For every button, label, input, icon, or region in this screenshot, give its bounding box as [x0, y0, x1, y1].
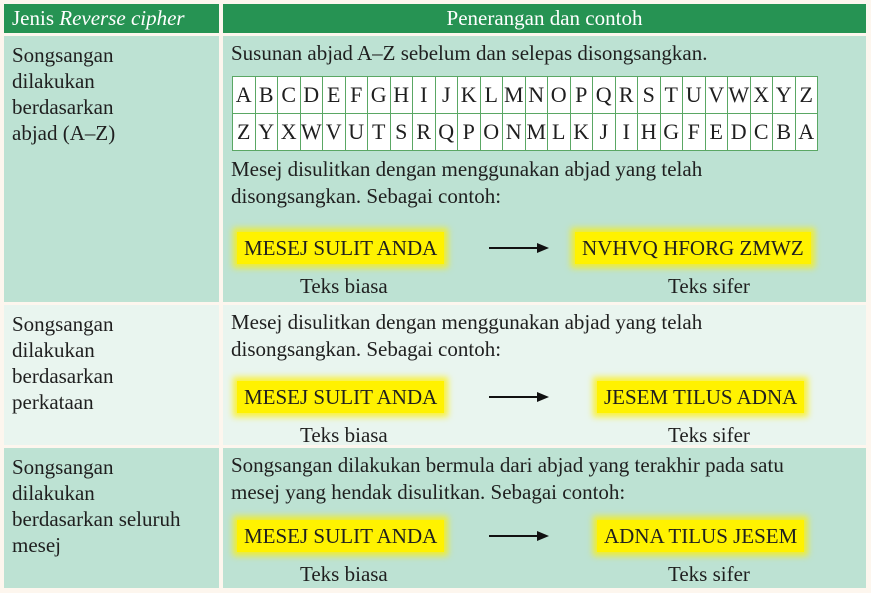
letter-cell: O [480, 114, 503, 151]
letter-cell: W [728, 77, 751, 114]
type-line: berdasarkan [12, 95, 114, 119]
alphabet-grid [232, 76, 818, 151]
letter-cell: C [750, 114, 773, 151]
letter-cell: U [345, 114, 368, 151]
cipher-text-highlight: JESEM TILUS ADNA [597, 381, 804, 413]
letter-cell: M [525, 114, 548, 151]
description-line: Mesej disulitkan dengan menggunakan abjad yang telah [231, 310, 703, 334]
header-explanation: Penerangan dan contoh [223, 4, 866, 33]
explanation-cell [223, 305, 866, 445]
letter-cell: P [570, 77, 593, 114]
cipher-text-highlight: NVHVQ HFORG ZMWZ [575, 232, 811, 264]
letter-cell: G [368, 77, 391, 114]
reverse-cipher-table [4, 4, 866, 591]
example [223, 381, 866, 451]
description-line: Mesej disulitkan dengan menggunakan abjad yang telah [231, 157, 703, 181]
letter-cell: X [750, 77, 773, 114]
letter-cell: B [255, 77, 278, 114]
plain-text-highlight: MESEJ SULIT ANDA [237, 520, 444, 552]
letter-cell: H [390, 77, 413, 114]
table-row [4, 448, 866, 588]
table-row [4, 305, 866, 445]
type-line: mesej [12, 533, 61, 557]
plain-text-label: Teks biasa [300, 423, 388, 447]
letter-cell: H [638, 114, 661, 151]
type-line: Songsangan [12, 455, 114, 479]
type-line: abjad (A–Z) [12, 121, 116, 145]
cipher-type-cell [4, 305, 219, 445]
letter-cell: E [705, 114, 728, 151]
header-type-italic: Reverse cipher [59, 6, 185, 30]
type-line: berdasarkan [12, 364, 114, 388]
type-line: Songsangan [12, 43, 114, 67]
header-type [4, 4, 219, 33]
alphabet-intro: Susunan abjad A–Z sebelum dan selepas disongsangkan. [231, 41, 708, 65]
alphabet-forward-row [233, 77, 818, 114]
arrow-right-icon [489, 392, 549, 402]
type-line: perkataan [12, 390, 94, 414]
header-type-prefix: Jenis [12, 6, 54, 30]
letter-cell: S [390, 114, 413, 151]
table-header [4, 4, 866, 33]
letter-cell: Z [233, 114, 256, 151]
letter-cell: W [300, 114, 323, 151]
letter-cell: Q [435, 114, 458, 151]
letter-cell: R [413, 114, 436, 151]
letter-cell: U [683, 77, 706, 114]
type-line: Songsangan [12, 312, 114, 336]
letter-cell: T [660, 77, 683, 114]
letter-cell: L [480, 77, 503, 114]
type-line: dilakukan [12, 481, 95, 505]
cipher-text-label: Teks sifer [668, 423, 750, 447]
letter-cell: Q [593, 77, 616, 114]
type-line: dilakukan [12, 69, 95, 93]
type-line: dilakukan [12, 338, 95, 362]
letter-cell: E [323, 77, 346, 114]
letter-cell: Y [773, 77, 796, 114]
letter-cell: T [368, 114, 391, 151]
letter-cell: X [278, 114, 301, 151]
letter-cell: Z [795, 77, 818, 114]
letter-cell: K [458, 77, 481, 114]
plain-text-label: Teks biasa [300, 562, 388, 586]
letter-cell: S [638, 77, 661, 114]
letter-cell: D [728, 114, 751, 151]
letter-cell: R [615, 77, 638, 114]
letter-cell: G [660, 114, 683, 151]
description-line: disongsangkan. Sebagai contoh: [231, 337, 502, 361]
description-line: disongsangkan. Sebagai contoh: [231, 184, 502, 208]
plain-text-highlight: MESEJ SULIT ANDA [237, 232, 444, 264]
letter-cell: I [413, 77, 436, 114]
example [223, 520, 866, 590]
letter-cell: C [278, 77, 301, 114]
explanation-cell [223, 36, 866, 302]
letter-cell: O [548, 77, 571, 114]
letter-cell: M [503, 77, 526, 114]
letter-cell: A [233, 77, 256, 114]
cipher-text-label: Teks sifer [668, 562, 750, 586]
description-line: mesej yang hendak disulitkan. Sebagai contoh: [231, 480, 626, 504]
description-line: Songsangan dilakukan bermula dari abjad yang terakhir pada satu [231, 453, 784, 477]
letter-cell: B [773, 114, 796, 151]
letter-cell: A [795, 114, 818, 151]
arrow-right-icon [489, 531, 549, 541]
letter-cell: I [615, 114, 638, 151]
arrow-right-icon [489, 243, 549, 253]
letter-cell: L [548, 114, 571, 151]
letter-cell: N [525, 77, 548, 114]
letter-cell: F [345, 77, 368, 114]
example [223, 232, 866, 302]
explanation-cell [223, 448, 866, 588]
letter-cell: V [323, 114, 346, 151]
letter-cell: Y [255, 114, 278, 151]
cipher-text-label: Teks sifer [668, 274, 750, 298]
letter-cell: J [435, 77, 458, 114]
alphabet-reversed-row [233, 114, 818, 151]
cipher-type-cell [4, 448, 219, 588]
cipher-type-cell [4, 36, 219, 302]
type-line: berdasarkan seluruh [12, 507, 181, 531]
table-row [4, 36, 866, 302]
letter-cell: K [570, 114, 593, 151]
letter-cell: P [458, 114, 481, 151]
letter-cell: V [705, 77, 728, 114]
plain-text-highlight: MESEJ SULIT ANDA [237, 381, 444, 413]
letter-cell: F [683, 114, 706, 151]
letter-cell: J [593, 114, 616, 151]
letter-cell: N [503, 114, 526, 151]
letter-cell: D [300, 77, 323, 114]
plain-text-label: Teks biasa [300, 274, 388, 298]
cipher-text-highlight: ADNA TILUS JESEM [597, 520, 804, 552]
